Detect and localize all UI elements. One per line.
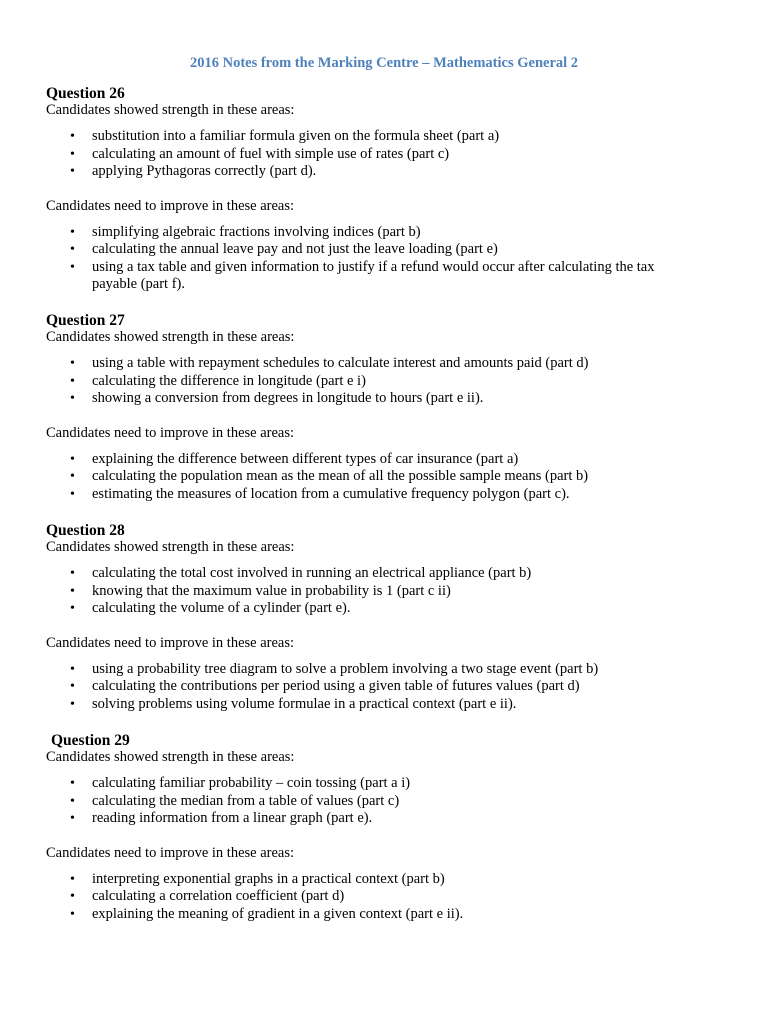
list-item-text: solving problems using volume formulae in a practical context (part e ii). (92, 695, 517, 712)
strength-label: Candidates showed strength in these areas: (46, 539, 295, 555)
list-item-text: using a table with repayment schedules to calculate interest and amounts paid (part d) (92, 355, 589, 371)
improve-label: Candidates need to improve in these areas: (46, 197, 295, 214)
question-section-27 (46, 312, 726, 503)
list-item (46, 146, 702, 164)
list-item-text: calculating the population mean as the mean of all the possible sample means (part b) (92, 468, 589, 484)
list-item-text: applying Pythagoras correctly (part d). (92, 163, 317, 179)
list-item (46, 468, 702, 486)
list-item (46, 390, 702, 408)
strength-list (46, 775, 726, 828)
list-item (46, 793, 702, 811)
bullet-icon: • (70, 486, 75, 502)
bullet-icon: • (70, 871, 75, 887)
strength-label: Candidates showed strength in these areas: (46, 749, 295, 765)
list-item-text: reading information from a linear graph (part e). (92, 810, 373, 826)
strength-label: Candidates showed strength in these areas: (46, 329, 295, 345)
list-item-text: calculating the contributions per period using a given table of futures values (part d) (92, 678, 580, 694)
list-item-text: calculating the difference in longitude (part e i) (92, 372, 366, 389)
list-item-text: explaining the difference between different types of car insurance (part a) (92, 450, 519, 467)
strength-label: Candidates showed strength in these areas: (46, 102, 295, 118)
bullet-icon: • (70, 661, 75, 677)
strength-list (46, 565, 726, 618)
improve-list (46, 451, 726, 504)
list-item-text: substitution into a familiar formula given on the formula sheet (part a) (92, 128, 500, 144)
question-section-26 (46, 85, 726, 294)
document-title: 2016 Notes from the Marking Centre – Mathematics General 2 (189, 55, 579, 71)
list-item-text: simplifying algebraic fractions involving indices (part b) (92, 223, 421, 240)
list-item (46, 600, 702, 618)
improve-group (46, 635, 726, 714)
list-item-text: explaining the meaning of gradient in a given context (part e ii). (92, 905, 464, 922)
list-item-text: using a probability tree diagram to solve a problem involving a two stage event (part b) (92, 660, 599, 677)
improve-label: Candidates need to improve in these areas: (46, 634, 295, 651)
improve-group (46, 198, 726, 294)
question-heading: Question 29 (51, 732, 130, 749)
bullet-icon: • (70, 129, 75, 144)
bullet-icon: • (70, 793, 75, 809)
list-item (46, 661, 702, 679)
question-heading: Question 27 (46, 312, 125, 329)
improve-group (46, 425, 726, 504)
list-item (46, 355, 702, 373)
bullet-icon: • (70, 146, 75, 162)
list-item-text: using a tax table and given information to justify if a refund would occur after calculating the tax payable (part f). (92, 258, 655, 292)
bullet-icon: • (70, 259, 75, 275)
list-item-text: knowing that the maximum value in probability is 1 (part c ii) (92, 582, 451, 599)
bullet-icon: • (70, 224, 75, 240)
improve-list (46, 224, 726, 294)
bullet-icon: • (70, 469, 75, 484)
bullet-icon: • (70, 601, 75, 616)
list-item (46, 241, 702, 259)
list-item-text: calculating the annual leave pay and not just the leave loading (part e) (92, 241, 498, 257)
strength-group (46, 312, 726, 408)
list-item (46, 696, 702, 714)
improve-label: Candidates need to improve in these areas: (46, 844, 295, 861)
bullet-icon: • (70, 811, 75, 826)
list-item-text: calculating the median from a table of values (part c) (92, 792, 400, 809)
list-item (46, 775, 702, 793)
list-item (46, 678, 702, 696)
question-section-28 (46, 522, 726, 713)
improve-label: Candidates need to improve in these areas: (46, 424, 295, 441)
bullet-icon: • (70, 566, 75, 581)
list-item (46, 163, 702, 181)
question-heading: Question 28 (46, 522, 125, 539)
list-item (46, 451, 702, 469)
list-item-text: calculating a correlation coefficient (part d) (92, 888, 345, 904)
list-item-text: calculating the total cost involved in running an electrical appliance (part b) (92, 565, 532, 581)
bullet-icon: • (70, 451, 75, 467)
list-item (46, 583, 702, 601)
strength-list (46, 355, 726, 408)
bullet-icon: • (70, 889, 75, 904)
improve-group (46, 845, 726, 924)
list-item (46, 486, 702, 504)
bullet-icon: • (70, 391, 75, 406)
list-item (46, 373, 702, 391)
list-item-text: interpreting exponential graphs in a practical context (part b) (92, 870, 445, 887)
improve-list (46, 871, 726, 924)
bullet-icon: • (70, 776, 75, 791)
bullet-icon: • (70, 679, 75, 694)
list-item-text: showing a conversion from degrees in longitude to hours (part e ii). (92, 390, 484, 406)
list-item (46, 810, 702, 828)
list-item-text: calculating an amount of fuel with simple use of rates (part c) (92, 145, 450, 162)
bullet-icon: • (70, 242, 75, 257)
list-item (46, 259, 702, 294)
bullet-icon: • (70, 356, 75, 371)
improve-list (46, 661, 726, 714)
bullet-icon: • (70, 373, 75, 389)
list-item (46, 906, 702, 924)
list-item (46, 871, 702, 889)
question-section-29 (46, 732, 726, 923)
list-item (46, 565, 702, 583)
list-item (46, 128, 702, 146)
bullet-icon: • (70, 583, 75, 599)
strength-group (46, 732, 726, 828)
question-heading: Question 26 (46, 85, 125, 102)
list-item-text: calculating the volume of a cylinder (part e). (92, 600, 351, 616)
strength-group (46, 85, 726, 181)
bullet-icon: • (70, 696, 75, 712)
list-item-text: calculating familiar probability – coin tossing (part a i) (92, 775, 411, 791)
list-item-text: estimating the measures of location from a cumulative frequency polygon (part c). (92, 485, 570, 502)
strength-list (46, 128, 726, 181)
bullet-icon: • (70, 164, 75, 179)
list-item (46, 888, 702, 906)
bullet-icon: • (70, 906, 75, 922)
list-item (46, 224, 702, 242)
strength-group (46, 522, 726, 618)
